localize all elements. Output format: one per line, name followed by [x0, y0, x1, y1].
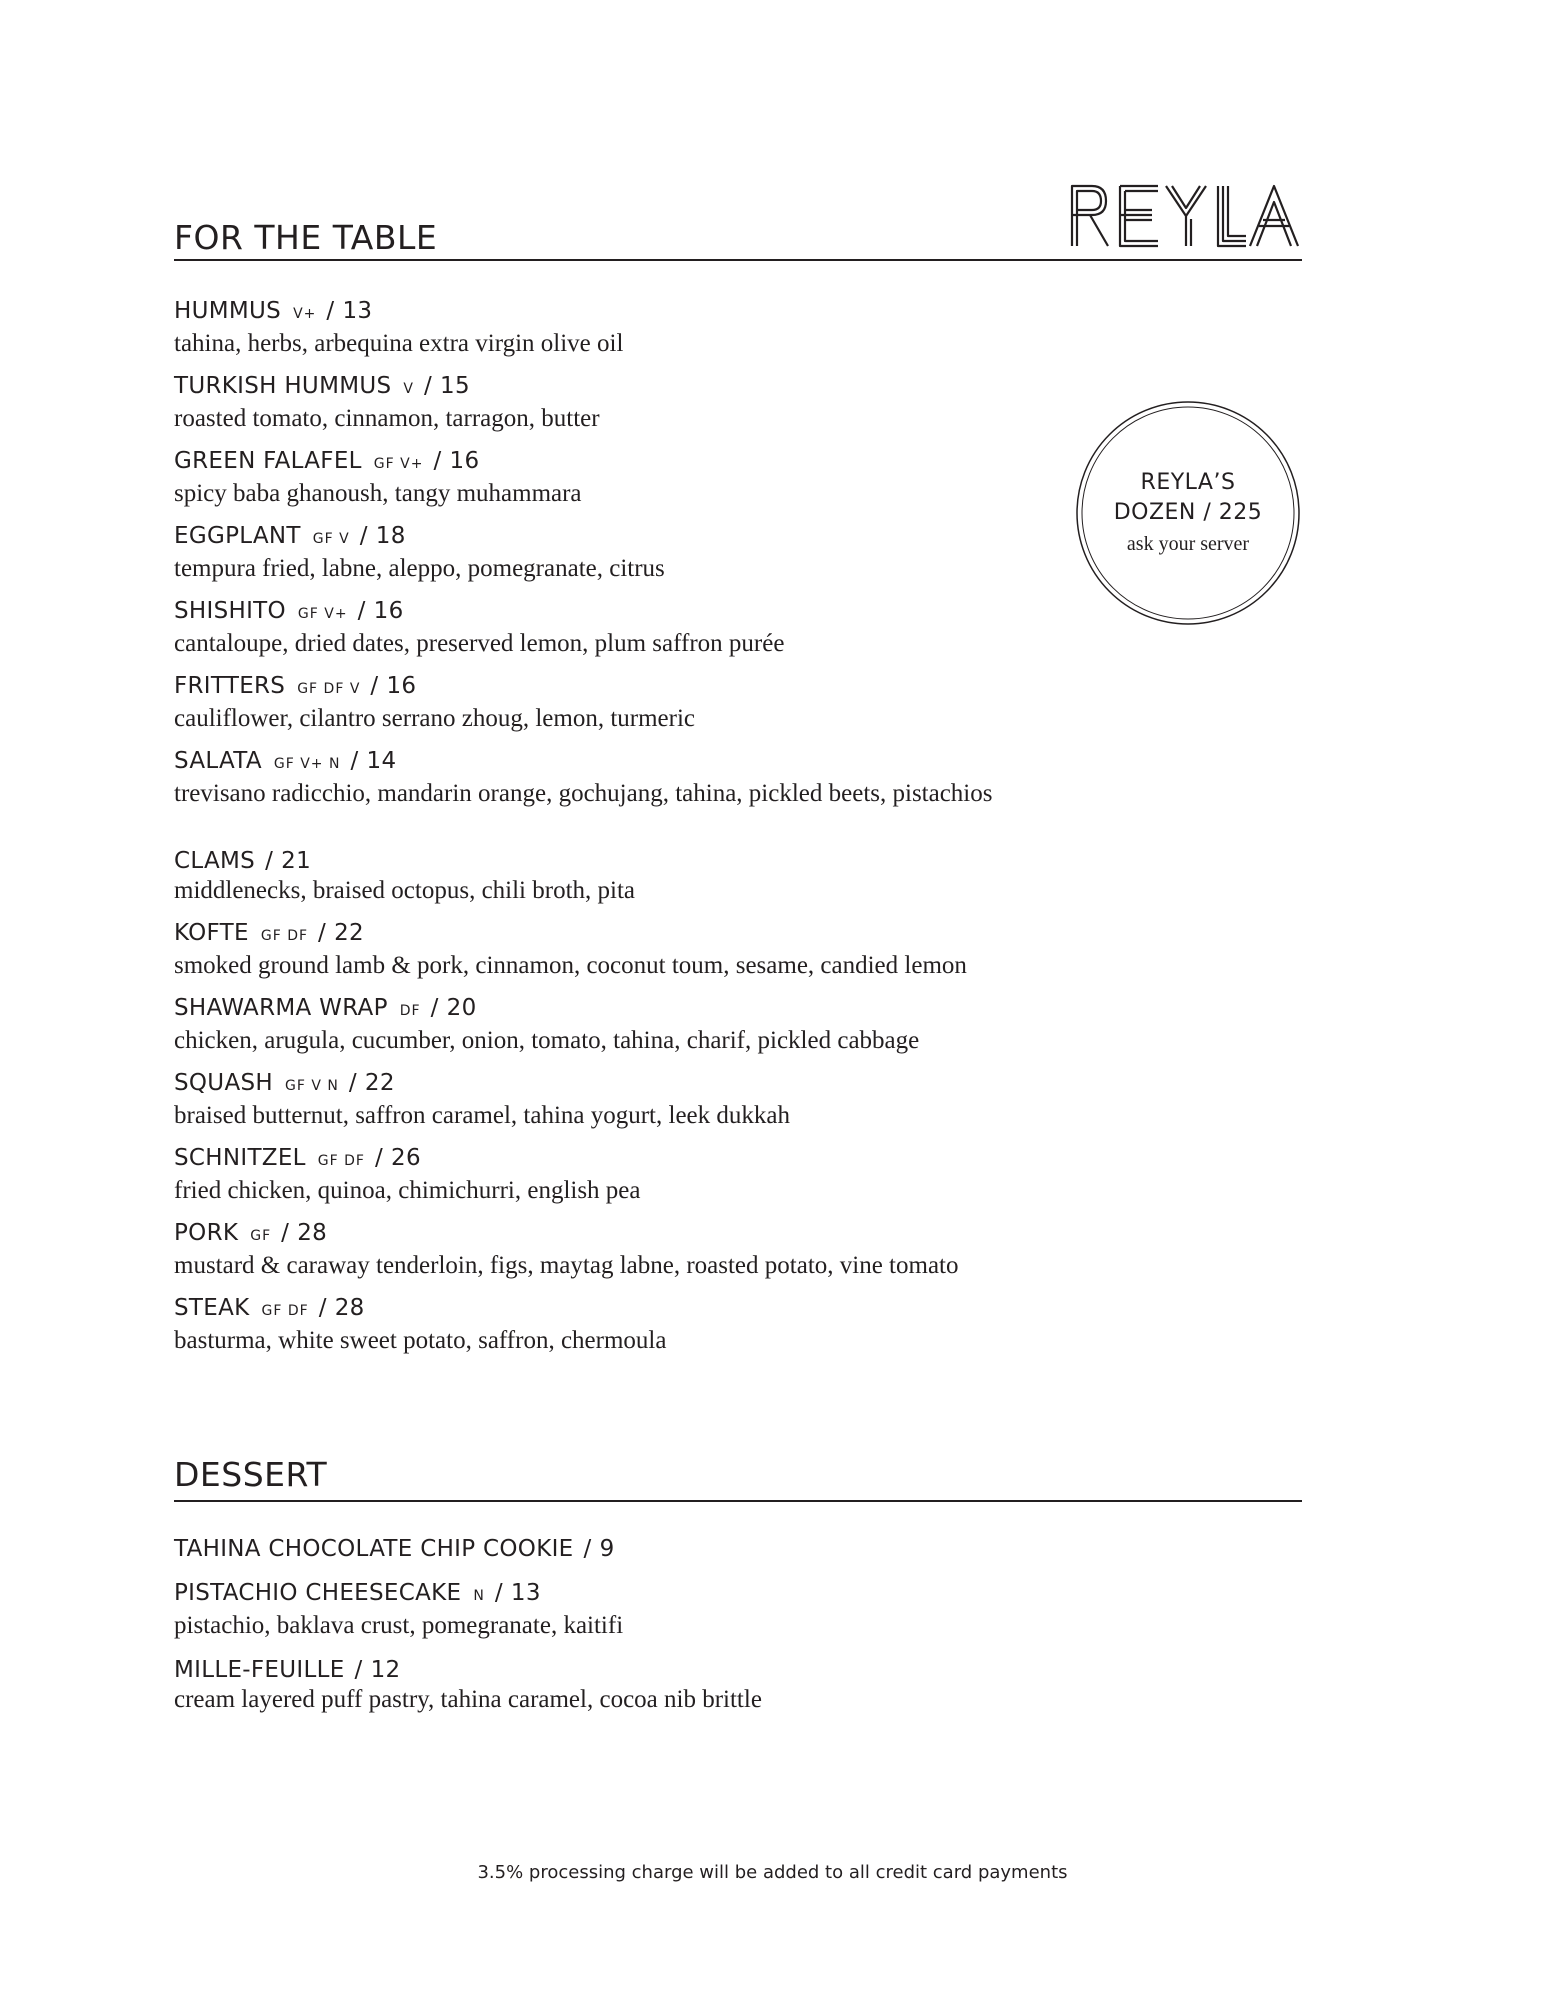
menu-item [174, 371, 1074, 434]
badge-title: REYLA’S [1140, 470, 1236, 495]
processing-charge-note: 3.5% processing charge will be added to all credit card payments [477, 1862, 1068, 1883]
menu-item-heading [174, 1578, 1074, 1611]
price-separator: / [423, 373, 433, 399]
badge-text [1075, 400, 1301, 626]
dietary-tags: V+ [293, 306, 317, 322]
menu-item-heading [174, 1068, 1074, 1101]
menu-item-description: spicy baba ghanoush, tangy muhammara [174, 480, 582, 507]
menu-item-heading [174, 1293, 1074, 1326]
dietary-tags: GF V N [284, 1078, 339, 1094]
menu-item-name: TAHINA CHOCOLATE CHIP COOKIE [174, 1536, 574, 1562]
menu-item [174, 993, 1074, 1056]
menu-item [174, 1578, 1074, 1641]
menu-item-description: cantaloupe, dried dates, preserved lemon, plum saffron purée [174, 630, 785, 657]
menu-item-description: mustard & caraway tenderloin, figs, maytag labne, roasted potato, vine tomato [174, 1252, 959, 1279]
menu-item [174, 596, 1074, 659]
menu-item-name: SALATA [174, 748, 262, 774]
price-separator: / [354, 1657, 363, 1683]
menu-item-name: SHISHITO [174, 598, 286, 624]
dietary-tags: GF DF [260, 928, 309, 944]
menu-item-name: SQUASH [174, 1070, 273, 1096]
menu-item-description: braised butternut, saffron caramel, tahina yogurt, leek dukkah [174, 1102, 790, 1129]
menu-item [174, 671, 1074, 734]
price-separator: / [318, 920, 327, 946]
menu-item [174, 1143, 1074, 1206]
menu-item-description: tempura fried, labne, aleppo, pomegranate, citrus [174, 555, 665, 582]
menu-item [174, 918, 1074, 981]
price-separator: / [348, 1070, 357, 1096]
dietary-tags: GF DF [261, 1303, 309, 1319]
menu-item-heading [174, 746, 1074, 779]
dietary-tags: GF [250, 1228, 272, 1244]
for-the-table-list [174, 296, 1074, 821]
badge-price: DOZEN / 225 [1113, 500, 1263, 525]
menu-item-description: smoked ground lamb & pork, cinnamon, coconut toum, sesame, candied lemon [174, 952, 967, 979]
menu-item-price: 13 [510, 1580, 541, 1606]
menu-item-heading [174, 671, 1074, 704]
section-divider [174, 1500, 1302, 1502]
price-separator: / [265, 848, 274, 874]
dietary-tags: N [473, 1588, 485, 1604]
section-divider [174, 259, 1302, 261]
menu-item [174, 1534, 1074, 1564]
menu-item [174, 1218, 1074, 1281]
menu-item [174, 1068, 1074, 1131]
price-separator: / [494, 1580, 503, 1606]
menu-item [174, 746, 1074, 809]
menu-item-description: pistachio, baklava crust, pomegranate, kaitifi [174, 1612, 624, 1639]
dietary-tags: GF V+ [373, 456, 424, 472]
menu-item [174, 296, 1074, 359]
menu-item-price: 18 [375, 523, 406, 549]
dietary-tags: GF DF [317, 1153, 365, 1169]
price-separator: / [318, 1295, 327, 1321]
menu-item-heading [174, 1534, 1074, 1564]
menu-item-name: CLAMS [174, 848, 256, 874]
menu-item-heading [174, 296, 1074, 329]
menu-item-price: 22 [364, 1070, 395, 1096]
menu-item-description: cream layered puff pastry, tahina caramel, cocoa nib brittle [174, 1686, 762, 1713]
menu-item-heading [174, 521, 1074, 554]
section-title-dessert: DESSERT [174, 1455, 328, 1494]
menu-item-name: EGGPLANT [174, 523, 301, 549]
menu-item-price: 9 [599, 1536, 615, 1562]
menu-item-name: KOFTE [174, 920, 249, 946]
menu-item-description: trevisano radicchio, mandarin orange, gochujang, tahina, pickled beets, pistachios [174, 780, 993, 807]
menu-item [174, 446, 1074, 509]
menu-item [174, 846, 1074, 906]
price-separator: / [374, 1145, 384, 1171]
price-separator: / [370, 673, 379, 699]
menu-item-price: 13 [342, 298, 373, 324]
dietary-tags: GF V [312, 531, 350, 547]
menu-item-price: 26 [391, 1145, 421, 1171]
menu-item-price: 16 [386, 673, 417, 699]
dietary-tags: GF DF V [297, 681, 361, 697]
menu-item-description: tahina, herbs, arbequina extra virgin olive oil [174, 330, 624, 357]
menu-item-description: chicken, arugula, cucumber, onion, tomato, tahina, charif, pickled cabbage [174, 1027, 920, 1054]
menu-item-name: HUMMUS [174, 298, 282, 324]
menu-item-price: 21 [281, 848, 312, 874]
badge-note: ask your server [1126, 533, 1250, 555]
menu-item-price: 14 [366, 748, 397, 774]
menu-item-name: TURKISH HUMMUS [174, 373, 392, 399]
price-separator: / [350, 748, 359, 774]
menu-item-price: 28 [297, 1220, 328, 1246]
menu-item [174, 521, 1074, 584]
reyla-logo [1068, 182, 1302, 250]
menu-item-price: 20 [446, 995, 477, 1021]
price-separator: / [281, 1220, 290, 1246]
menu-item [174, 1655, 1074, 1715]
menu-item-heading [174, 446, 1074, 479]
price-separator: / [326, 298, 335, 324]
price-separator: / [583, 1536, 592, 1562]
menu-item [174, 1293, 1074, 1356]
menu-item-name: PISTACHIO CHEESECAKE [174, 1580, 462, 1606]
menu-item-heading [174, 993, 1074, 1026]
menu-item-heading [174, 371, 1074, 404]
menu-item-price: 22 [334, 920, 364, 946]
menu-item-name: FRITTERS [174, 673, 286, 699]
dietary-tags: GF V+ [297, 606, 348, 622]
price-separator: / [357, 598, 366, 624]
menu-item-heading [174, 596, 1074, 629]
menu-item-name: MILLE-FEUILLE [174, 1657, 345, 1683]
menu-item-heading [174, 1143, 1074, 1176]
menu-item-name: SHAWARMA WRAP [174, 995, 388, 1021]
menu-item-description: fried chicken, quinoa, chimichurri, english pea [174, 1177, 641, 1204]
menu-item-description: cauliflower, cilantro serrano zhoug, lemon, turmeric [174, 705, 696, 732]
price-separator: / [433, 448, 442, 474]
menu-item-price: 16 [373, 598, 404, 624]
menu-item-description: roasted tomato, cinnamon, tarragon, butter [174, 405, 600, 432]
menu-item-price: 15 [440, 373, 470, 399]
menu-item-name: GREEN FALAFEL [174, 448, 362, 474]
price-separator: / [359, 523, 368, 549]
section-title-for-the-table: FOR THE TABLE [174, 218, 438, 257]
menu-item-heading [174, 846, 1074, 876]
dietary-tags: DF [399, 1003, 421, 1019]
price-separator: / [430, 995, 439, 1021]
menu-item-name: PORK [174, 1220, 239, 1246]
menu-item-price: 16 [449, 448, 480, 474]
dietary-tags: V [403, 381, 414, 397]
menu-item-price: 12 [370, 1657, 401, 1683]
menu-item-heading [174, 1218, 1074, 1251]
menu-item-description: middlenecks, braised octopus, chili broth, pita [174, 877, 636, 904]
menu-item-heading [174, 1655, 1074, 1685]
menu-item-name: STEAK [174, 1295, 250, 1321]
dietary-tags: GF V+ N [273, 756, 341, 772]
dessert-list [174, 1534, 1074, 1729]
menu-item-price: 28 [334, 1295, 365, 1321]
menu-item-description: basturma, white sweet potato, saffron, chermoula [174, 1327, 667, 1354]
mains-list [174, 846, 1074, 1368]
menu-item-name: SCHNITZEL [174, 1145, 306, 1171]
menu-item-heading [174, 918, 1074, 951]
